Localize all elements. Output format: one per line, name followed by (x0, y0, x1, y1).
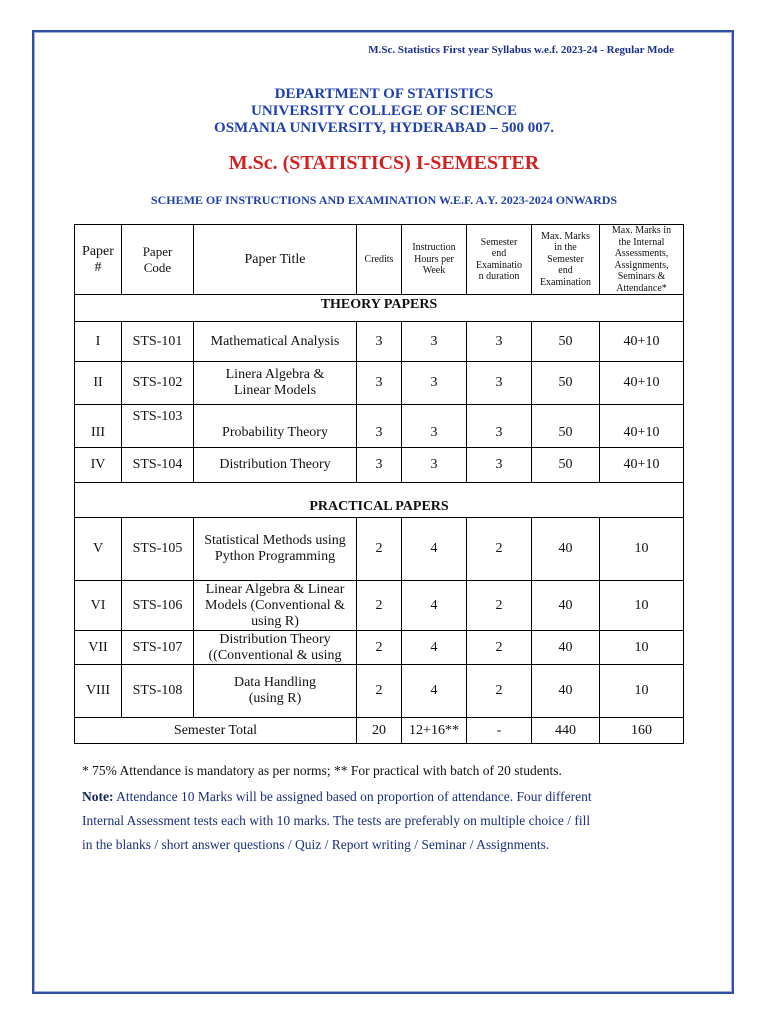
title-line: Statistical Methods using (204, 533, 346, 548)
section-label-practical: PRACTICAL PAPERS (75, 483, 684, 518)
table-row (75, 405, 684, 448)
cell-hours: 3 (402, 322, 467, 362)
cell-sem-marks: 40 (532, 665, 600, 718)
header-text: Assignments, (614, 259, 669, 271)
cell-sem-marks: 50 (532, 405, 600, 448)
cell-sem-marks: 50 (532, 448, 600, 483)
header-text: Seminars & (617, 271, 666, 282)
scheme-title: SCHEME OF INSTRUCTIONS AND EXAMINATION W.E.F. A.Y. 2023-2024 ONWARDS (150, 193, 618, 207)
header-max-marks-semester (532, 225, 600, 295)
cell-paper-title (194, 665, 357, 718)
note-line: Internal Assessment tests each with 10 marks. The tests are preferably on multiple choice / fill (82, 813, 591, 828)
cell-hours: 4 (402, 665, 467, 718)
cell-paper-title (194, 518, 357, 581)
note-line: in the blanks / short answer questions / Quiz / Report writing / Seminar / Assignments. (82, 837, 550, 852)
cell-credits: 2 (357, 631, 402, 665)
cell-paper-code: STS-108 (122, 665, 194, 718)
cell-total-credits: 20 (357, 718, 402, 744)
cell-total-duration: - (467, 718, 532, 744)
cell-paper-title (194, 581, 357, 631)
header-text: Examination (539, 276, 592, 288)
cell-sem-marks: 50 (532, 322, 600, 362)
college-name: UNIVERSITY COLLEGE OF SCIENCE (250, 103, 518, 119)
cell-hours: 3 (402, 405, 467, 448)
cell-paper-no: VII (75, 631, 122, 665)
title-line: Probability Theory (222, 425, 328, 440)
note-line-text: Attendance 10 Marks will be assigned based on proportion of attendance. Four different (116, 789, 592, 804)
cell-paper-no: III (75, 405, 122, 448)
header-paper-no (75, 225, 122, 295)
title-line: ((Conventional & using (208, 647, 342, 663)
header-text: Max. Marks (541, 230, 590, 242)
note-paragraph (82, 785, 682, 857)
cell-internal-marks: 40+10 (600, 322, 684, 362)
title-line: Models (Conventional & (205, 597, 345, 613)
title-line: Distribution Theory (219, 631, 331, 647)
cell-paper-title (194, 362, 357, 405)
table-row (75, 448, 684, 483)
header-text: Paper (142, 243, 173, 259)
section-label-theory: THEORY PAPERS (75, 295, 684, 322)
header-text: Code (143, 259, 172, 275)
cell-paper-code: STS-105 (122, 518, 194, 581)
table-row (75, 665, 684, 718)
header-text: the Internal (618, 236, 665, 248)
cell-duration: 3 (467, 362, 532, 405)
header-text: n duration (478, 271, 520, 282)
title-line: Data Handling (233, 675, 317, 690)
header-text: Max. Marks in (611, 225, 672, 236)
semester-title: M.Sc. (STATISTICS) I-SEMESTER (228, 152, 540, 174)
header-text: Semester (480, 236, 518, 248)
cell-sem-marks: 40 (532, 631, 600, 665)
table-row (75, 581, 684, 631)
section-row-theory (75, 295, 684, 322)
cell-hours: 4 (402, 631, 467, 665)
table-row (75, 322, 684, 362)
header-text: end (558, 265, 573, 277)
title-line: Linear Models (233, 383, 317, 398)
table-row (75, 362, 684, 405)
cell-paper-code: STS-102 (122, 362, 194, 405)
cell-duration: 3 (467, 448, 532, 483)
cell-paper-no: IV (75, 448, 122, 483)
cell-duration: 2 (467, 581, 532, 631)
university-name: OSMANIA UNIVERSITY, HYDERABAD – 500 007. (214, 120, 554, 136)
header-text: # (94, 259, 102, 275)
cell-paper-title (194, 322, 357, 362)
header-max-marks-internal (600, 225, 684, 295)
cell-paper-title (194, 448, 357, 483)
title-line: using R) (251, 613, 299, 629)
running-header: M.Sc. Statistics First year Syllabus w.e.f. 2023-24 - Regular Mode (368, 44, 674, 56)
header-text: end (491, 248, 507, 259)
cell-total-label: Semester Total (75, 718, 357, 744)
cell-paper-title (194, 405, 357, 448)
cell-hours: 4 (402, 581, 467, 631)
header-text: Instruction (412, 242, 456, 254)
title-line: Linear Algebra & Linear (205, 581, 345, 597)
cell-total-hours: 12+16** (402, 718, 467, 744)
cell-paper-title (194, 631, 357, 665)
title-line: Python Programming (214, 549, 336, 564)
header-text: Hours per (414, 253, 454, 265)
cell-hours: 4 (402, 518, 467, 581)
table-row (75, 631, 684, 665)
cell-paper-code: STS-104 (122, 448, 194, 483)
title-line: (using R) (248, 691, 302, 706)
total-row (75, 718, 684, 744)
table-row (75, 518, 684, 581)
section-row-practical (75, 483, 684, 518)
department-block (0, 86, 768, 137)
cell-paper-code: STS-101 (122, 322, 194, 362)
note-line (82, 785, 682, 809)
cell-paper-no: II (75, 362, 122, 405)
header-text: in the (554, 242, 577, 254)
header-paper-title: Paper Title (194, 225, 357, 295)
cell-credits: 3 (357, 405, 402, 448)
cell-internal-marks: 10 (600, 518, 684, 581)
cell-total-internal-marks: 160 (600, 718, 684, 744)
cell-paper-no: VIII (75, 665, 122, 718)
scheme-table (74, 224, 684, 744)
attendance-footnote: * 75% Attendance is mandatory as per norms; ** For practical with batch of 20 students. (82, 763, 562, 778)
header-text: Semester (547, 253, 584, 265)
cell-duration: 3 (467, 322, 532, 362)
cell-hours: 3 (402, 448, 467, 483)
header-text: Examinatio (475, 259, 523, 271)
cell-paper-no: I (75, 322, 122, 362)
note-label: Note: (82, 789, 114, 804)
cell-sem-marks: 40 (532, 518, 600, 581)
cell-duration: 2 (467, 665, 532, 718)
department-name: DEPARTMENT OF STATISTICS (274, 86, 494, 102)
cell-sem-marks: 50 (532, 362, 600, 405)
header-text: Week (422, 265, 446, 277)
cell-paper-code: STS-106 (122, 581, 194, 631)
cell-total-sem-marks: 440 (532, 718, 600, 744)
cell-credits: 3 (357, 362, 402, 405)
cell-internal-marks: 10 (600, 631, 684, 665)
table-header-row (75, 225, 684, 295)
header-text: Attendance* (616, 282, 667, 294)
cell-internal-marks: 10 (600, 665, 684, 718)
cell-credits: 2 (357, 665, 402, 718)
title-line: Linera Algebra & (225, 367, 325, 382)
cell-credits: 2 (357, 518, 402, 581)
cell-duration: 3 (467, 405, 532, 448)
cell-hours: 3 (402, 362, 467, 405)
cell-duration: 2 (467, 518, 532, 581)
cell-paper-code: STS-103 (122, 405, 194, 448)
title-line: Mathematical Analysis (210, 333, 340, 349)
cell-internal-marks: 40+10 (600, 448, 684, 483)
cell-paper-no: V (75, 518, 122, 581)
header-credits: Credits (357, 225, 402, 295)
header-text: Assessments, (614, 248, 669, 259)
title-line: Distribution Theory (219, 457, 331, 472)
cell-internal-marks: 40+10 (600, 362, 684, 405)
cell-sem-marks: 40 (532, 581, 600, 631)
cell-internal-marks: 10 (600, 581, 684, 631)
cell-credits: 2 (357, 581, 402, 631)
cell-internal-marks: 40+10 (600, 405, 684, 448)
header-text: Paper (82, 243, 114, 259)
header-paper-code (122, 225, 194, 295)
cell-duration: 2 (467, 631, 532, 665)
cell-credits: 3 (357, 322, 402, 362)
cell-paper-code: STS-107 (122, 631, 194, 665)
header-exam-duration (467, 225, 532, 295)
header-instruction-hours (402, 225, 467, 295)
cell-paper-no: VI (75, 581, 122, 631)
cell-credits: 3 (357, 448, 402, 483)
